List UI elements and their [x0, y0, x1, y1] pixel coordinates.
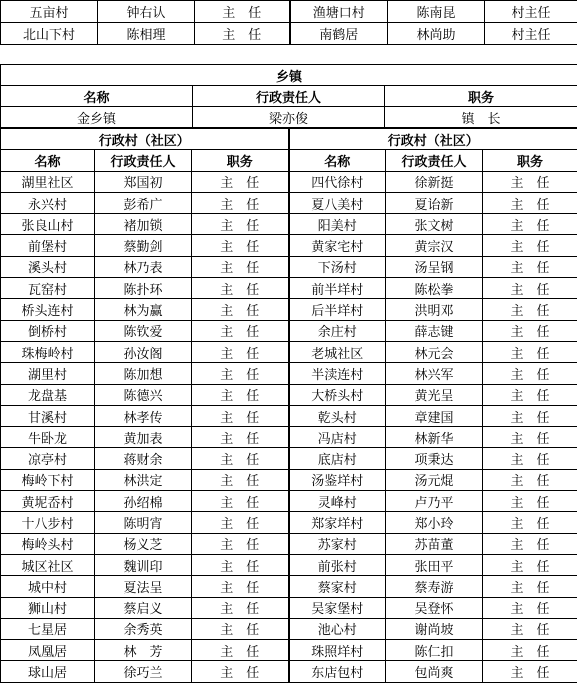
- cell-position: 主 任: [483, 554, 577, 575]
- cell-position: 主 任: [483, 448, 577, 469]
- table-row: [1, 597, 577, 618]
- cell-person: 蔡启义: [95, 597, 192, 618]
- cell-position: 主 任: [192, 341, 289, 362]
- cell-person: 陈南昆: [388, 1, 485, 23]
- cell-position: 主 任: [483, 171, 577, 192]
- cell-name: 龙盘基: [1, 384, 95, 405]
- table-row: [1, 618, 577, 639]
- table-row: [1, 491, 577, 512]
- cell-person: 林孝传: [95, 405, 192, 426]
- table-row: [1, 171, 577, 192]
- cell-name: 池心村: [289, 618, 386, 639]
- cell-position: 主 任: [483, 341, 577, 362]
- cell-person: 钟右认: [98, 1, 195, 23]
- table-row: [1, 363, 577, 384]
- cell-name: 半渎连村: [289, 363, 386, 384]
- cell-position: 主 任: [483, 278, 577, 299]
- cell-name: 北山下村: [1, 23, 98, 45]
- cell-person: 薛志键: [386, 320, 483, 341]
- cell-position: 主 任: [192, 405, 289, 426]
- cell-position: 主 任: [192, 554, 289, 575]
- table-row: [1, 299, 577, 320]
- table-row: [1, 640, 577, 661]
- cell-person: 张文树: [386, 214, 483, 235]
- township-name: 金乡镇: [1, 107, 193, 128]
- cell-position: 主 任: [192, 640, 289, 661]
- village-header-name: 名称: [1, 150, 95, 171]
- cell-name: 湖里社区: [1, 171, 95, 192]
- cell-name: 倒桥村: [1, 320, 95, 341]
- township-header-person: 行政责任人: [193, 86, 385, 107]
- cell-position: 主 任: [483, 299, 577, 320]
- cell-person: 包尚爽: [386, 661, 483, 682]
- cell-person: 黄光呈: [386, 384, 483, 405]
- cell-position: 主 任: [483, 256, 577, 277]
- table-row: [1, 192, 577, 213]
- cell-person: 黄加表: [95, 427, 192, 448]
- cell-name: 老城社区: [289, 341, 386, 362]
- cell-name: 郑家垟村: [289, 512, 386, 533]
- cell-person: 陈扑环: [95, 278, 192, 299]
- cell-position: 主 任: [192, 384, 289, 405]
- cell-name: 黄家宅村: [289, 235, 386, 256]
- cell-name: 湖里村: [1, 363, 95, 384]
- cell-person: 洪明邓: [386, 299, 483, 320]
- cell-position: 主 任: [192, 363, 289, 384]
- village-group-title-left: 行政村（社区）: [1, 129, 289, 150]
- cell-person: 夏诒新: [386, 192, 483, 213]
- cell-person: 林为赢: [95, 299, 192, 320]
- cell-position: 主 任: [192, 661, 289, 682]
- cell-name: 张良山村: [1, 214, 95, 235]
- cell-name: 城中村: [1, 576, 95, 597]
- cell-position: 主 任: [483, 576, 577, 597]
- cell-name: 底店村: [289, 448, 386, 469]
- cell-name: 七星居: [1, 618, 95, 639]
- cell-position: 主 任: [483, 491, 577, 512]
- cell-name: 桥头连村: [1, 299, 95, 320]
- cell-person: 褚加锁: [95, 214, 192, 235]
- cell-person: 项秉达: [386, 448, 483, 469]
- cell-person: 孙绍棉: [95, 491, 192, 512]
- cell-person: 孙汝阁: [95, 341, 192, 362]
- cell-name: 前张村: [289, 554, 386, 575]
- table-row: [1, 512, 577, 533]
- cell-name: 阳美村: [289, 214, 386, 235]
- cell-name: 永兴村: [1, 192, 95, 213]
- township-header-position: 职务: [385, 86, 577, 107]
- cell-position: 主 任: [192, 256, 289, 277]
- cell-name: 吴家堡村: [289, 597, 386, 618]
- cell-position: 主 任: [192, 171, 289, 192]
- cell-name: 冯店村: [289, 427, 386, 448]
- cell-name: 牛卧龙: [1, 427, 95, 448]
- village-table: [0, 128, 577, 683]
- cell-person: 蔡勤剑: [95, 235, 192, 256]
- cell-name: 后半垟村: [289, 299, 386, 320]
- cell-position: 主 任: [483, 363, 577, 384]
- table-row: [1, 23, 577, 45]
- cell-name: 城区社区: [1, 554, 95, 575]
- cell-person: 林乃表: [95, 256, 192, 277]
- cell-position: 主 任: [483, 640, 577, 661]
- cell-person: 徐巧兰: [95, 661, 192, 682]
- cell-person: 陈松拳: [386, 278, 483, 299]
- township-position: 镇 长: [385, 107, 577, 128]
- cell-name: 黄坭岙村: [1, 491, 95, 512]
- cell-position: 主 任: [483, 214, 577, 235]
- cell-person: 汤呈钢: [386, 256, 483, 277]
- cell-position: 主 任: [192, 299, 289, 320]
- cell-position: 主 任: [483, 427, 577, 448]
- table-row: [1, 1, 577, 23]
- cell-position: 主 任: [192, 235, 289, 256]
- township-header-name: 名称: [1, 86, 193, 107]
- cell-position: 主 任: [483, 661, 577, 682]
- cell-person: 林洪定: [95, 469, 192, 490]
- cell-name: 余庄村: [289, 320, 386, 341]
- cell-person: 张田平: [386, 554, 483, 575]
- cell-position: 主 任: [483, 235, 577, 256]
- table-row: [1, 320, 577, 341]
- table-row: [1, 576, 577, 597]
- cell-position: 主 任: [483, 512, 577, 533]
- cell-position: 主 任: [483, 597, 577, 618]
- cell-person: 林兴军: [386, 363, 483, 384]
- cell-name: 蔡家村: [289, 576, 386, 597]
- cell-person: 郑国初: [95, 171, 192, 192]
- cell-name: 灵峰村: [289, 491, 386, 512]
- cell-position: 主 任: [483, 533, 577, 554]
- cell-person: 苏苗董: [386, 533, 483, 554]
- cell-person: 陈相理: [98, 23, 195, 45]
- village-header-position: 职务: [483, 150, 577, 171]
- cell-person: 杨义芝: [95, 533, 192, 554]
- cell-position: 主 任: [192, 214, 289, 235]
- cell-person: 陈仁扣: [386, 640, 483, 661]
- cell-position: 主 任: [192, 427, 289, 448]
- village-table-body: [1, 129, 577, 683]
- table-row: [1, 533, 577, 554]
- village-header-person: 行政责任人: [95, 150, 192, 171]
- table-row: [1, 469, 577, 490]
- cell-person: 陈钦爱: [95, 320, 192, 341]
- cell-name: 十八步村: [1, 512, 95, 533]
- table-row: [1, 427, 577, 448]
- cell-name: 五亩村: [1, 1, 98, 23]
- cell-name: 渔塘口村: [290, 1, 388, 23]
- village-header-person: 行政责任人: [386, 150, 483, 171]
- cell-name: 甘溪村: [1, 405, 95, 426]
- cell-person: 卢乃平: [386, 491, 483, 512]
- cell-person: 蒋财余: [95, 448, 192, 469]
- table-row: [1, 661, 577, 682]
- table-row: [1, 405, 577, 426]
- cell-person: 黄宗汉: [386, 235, 483, 256]
- cell-position: 主 任: [483, 469, 577, 490]
- cell-position: 主 任: [483, 618, 577, 639]
- cell-position: 村主任: [485, 1, 577, 23]
- cell-position: 主 任: [192, 491, 289, 512]
- table-row: [1, 554, 577, 575]
- cell-name: 东店包村: [289, 661, 386, 682]
- cell-name: 前堡村: [1, 235, 95, 256]
- cell-name: 夏八美村: [289, 192, 386, 213]
- cell-name: 凉亭村: [1, 448, 95, 469]
- cell-name: 梅岭头村: [1, 533, 95, 554]
- cell-name: 四代徐村: [289, 171, 386, 192]
- table-row: [1, 384, 577, 405]
- cell-position: 主 任: [192, 597, 289, 618]
- table-row: [1, 256, 577, 277]
- cell-name: 下汤村: [289, 256, 386, 277]
- cell-person: 夏法呈: [95, 576, 192, 597]
- cell-position: 主 任: [192, 533, 289, 554]
- table-row: [1, 278, 577, 299]
- cell-person: 林元会: [386, 341, 483, 362]
- cell-name: 珠照垟村: [289, 640, 386, 661]
- village-group-title-right: 行政村（社区）: [289, 129, 577, 150]
- cell-position: 主 任: [192, 618, 289, 639]
- village-header-position: 职务: [192, 150, 289, 171]
- cell-position: 主 任: [195, 1, 290, 23]
- cell-position: 主 任: [192, 576, 289, 597]
- cell-person: 陈明宵: [95, 512, 192, 533]
- cell-person: 陈德兴: [95, 384, 192, 405]
- cell-person: 汤元焜: [386, 469, 483, 490]
- cell-person: 余秀英: [95, 618, 192, 639]
- cell-person: 蔡寿游: [386, 576, 483, 597]
- cell-position: 主 任: [192, 278, 289, 299]
- cell-position: 主 任: [192, 448, 289, 469]
- cell-position: 主 任: [483, 384, 577, 405]
- cell-person: 郑小玲: [386, 512, 483, 533]
- table-row: [1, 448, 577, 469]
- cell-name: 凤凰居: [1, 640, 95, 661]
- cell-person: 陈加想: [95, 363, 192, 384]
- cell-name: 珠梅岭村: [1, 341, 95, 362]
- cell-name: 溪头村: [1, 256, 95, 277]
- cell-person: 林尚助: [388, 23, 485, 45]
- cell-person: 魏训印: [95, 554, 192, 575]
- cell-name: 汤鉴垟村: [289, 469, 386, 490]
- top-table-body: [1, 1, 577, 45]
- cell-position: 村主任: [485, 23, 577, 45]
- cell-position: 主 任: [192, 192, 289, 213]
- cell-name: 大桥头村: [289, 384, 386, 405]
- cell-position: 主 任: [192, 469, 289, 490]
- township-table: [0, 64, 577, 128]
- cell-name: 苏家村: [289, 533, 386, 554]
- cell-name: 梅岭下村: [1, 469, 95, 490]
- cell-person: 吴登怀: [386, 597, 483, 618]
- table-row: [1, 235, 577, 256]
- cell-person: 林新华: [386, 427, 483, 448]
- cell-name: 球山居: [1, 661, 95, 682]
- table-row: [1, 214, 577, 235]
- cell-position: 主 任: [483, 405, 577, 426]
- table-row: [1, 341, 577, 362]
- cell-name: 前半垟村: [289, 278, 386, 299]
- cell-position: 主 任: [192, 320, 289, 341]
- cell-person: 章建国: [386, 405, 483, 426]
- township-title: 乡镇: [1, 65, 577, 86]
- cell-position: 主 任: [195, 23, 290, 45]
- village-header-name: 名称: [289, 150, 386, 171]
- cell-name: 南鹤居: [290, 23, 388, 45]
- cell-position: 主 任: [483, 192, 577, 213]
- cell-name: 乾头村: [289, 405, 386, 426]
- cell-person: 彭希广: [95, 192, 192, 213]
- cell-name: 狮山村: [1, 597, 95, 618]
- cell-position: 主 任: [192, 512, 289, 533]
- top-continuation-table: [0, 0, 577, 45]
- cell-person: 林 芳: [95, 640, 192, 661]
- cell-person: 谢尚坡: [386, 618, 483, 639]
- township-person: 梁亦俊: [193, 107, 385, 128]
- cell-name: 瓦窑村: [1, 278, 95, 299]
- cell-position: 主 任: [483, 320, 577, 341]
- cell-person: 徐新挺: [386, 171, 483, 192]
